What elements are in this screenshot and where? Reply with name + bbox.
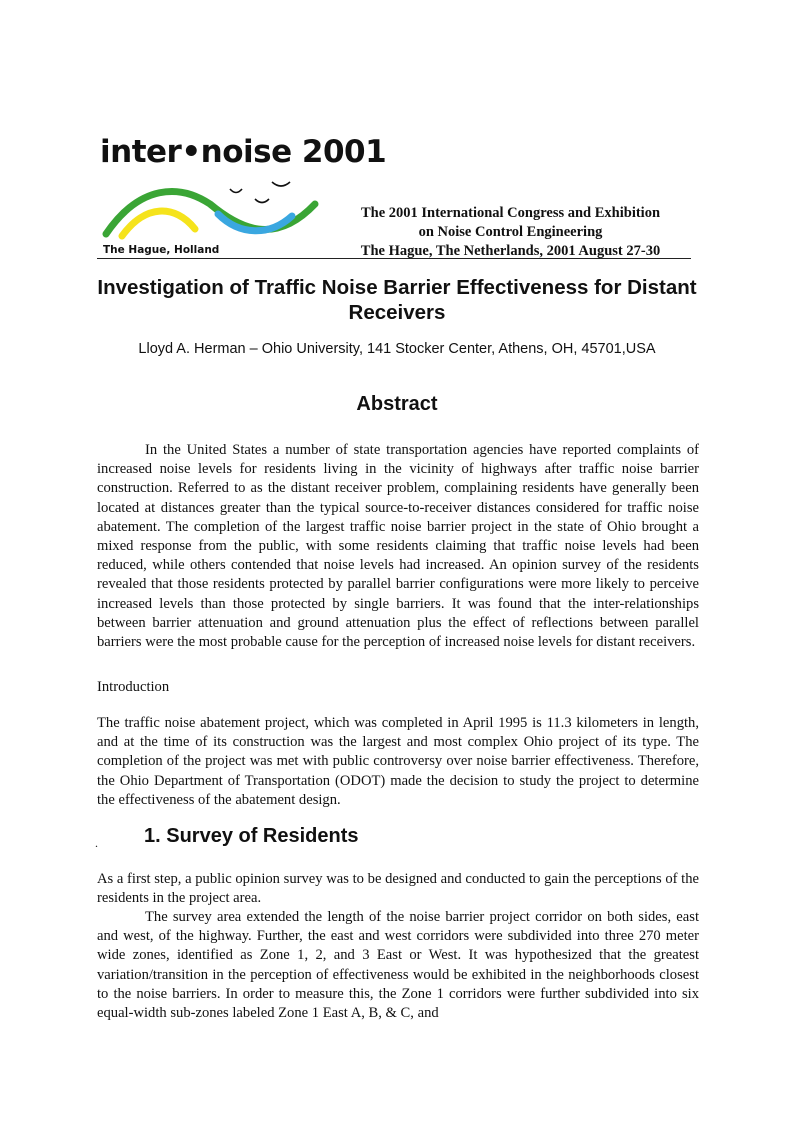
author-line: Lloyd A. Herman – Ohio University, 141 Stocker Center, Athens, OH, 45701,USA (138, 341, 656, 357)
conference-line: The Hague, The Netherlands, 2001 August 27-30 (360, 243, 661, 259)
conference-line: on Noise Control Engineering (418, 224, 603, 240)
introduction-text: The traffic noise abatement project, which was completed in April 1995 is 11.3 kilometers in length, and at the time of its construction was the largest and most complex Ohio project of its type. The completion of the project was met with public controversy over noise barrier effectiveness. Therefore, the Ohio Department of Transportation (ODOT) made the decision to study the project to determine the effectiveness of the abatement design. (97, 715, 699, 808)
introduction-label: Introduction (97, 679, 170, 695)
section-marker: . (95, 836, 98, 850)
conference-logo (100, 134, 387, 259)
logo-caption: The Hague, Holland (103, 244, 220, 256)
logo-title: inter•noise 2001 (100, 134, 387, 170)
header-divider (97, 258, 691, 259)
logo-waves-icon (100, 174, 340, 244)
abstract-heading: Abstract (356, 393, 438, 415)
paper-title: Investigation of Traffic Noise Barrier Effectiveness for Distant Receivers (97, 276, 697, 324)
conference-info (338, 204, 683, 261)
section-heading: 1. Survey of Residents (144, 825, 359, 847)
body-paragraph: As a first step, a public opinion survey was to be designed and conducted to gain the perceptions of the residents in the project area. (97, 871, 699, 907)
conference-line: The 2001 International Congress and Exhibition (360, 205, 661, 221)
abstract-text: In the United States a number of state transportation agencies have reported complaints of increased noise levels for residents living in the vicinity of highways after traffic noise barrier construction. Referred to as the distant receiver problem, complaining residents have generally been located at distances greater than the typical source-to-receiver distances considered for traffic noise abatement. The completion of the largest traffic noise barrier project in the state of Ohio brought a mixed response from the public, with some residents claiming that traffic noise levels had been reduced, while others contended that noise levels had increased. An opinion survey of the residents revealed that those residents protected by parallel barrier configurations were more likely to perceive increased levels than those protected by single barriers. It was found that the inter-relationships between barrier attenuation and ground attenuation plus the effect of reflections between parallel barriers were the most probable cause for the perception of increased noise levels for distant receivers. (97, 442, 699, 651)
body-paragraph: The survey area extended the length of the noise barrier project corridor on both sides, east and west, of the highway. Further, the east and west corridors were subdivided into three 270 meter wide zones, identified as Zone 1, 2, and 3 East or West. It was hypothesized that the greatest variation/transition in the perception of effectiveness would be exhibited in the neighborhoods closest to the noise barriers. In order to measure this, the Zone 1 corridors were further subdivided into six equal-width sub-zones labeled Zone 1 East A, B, & C, and (97, 909, 699, 1022)
